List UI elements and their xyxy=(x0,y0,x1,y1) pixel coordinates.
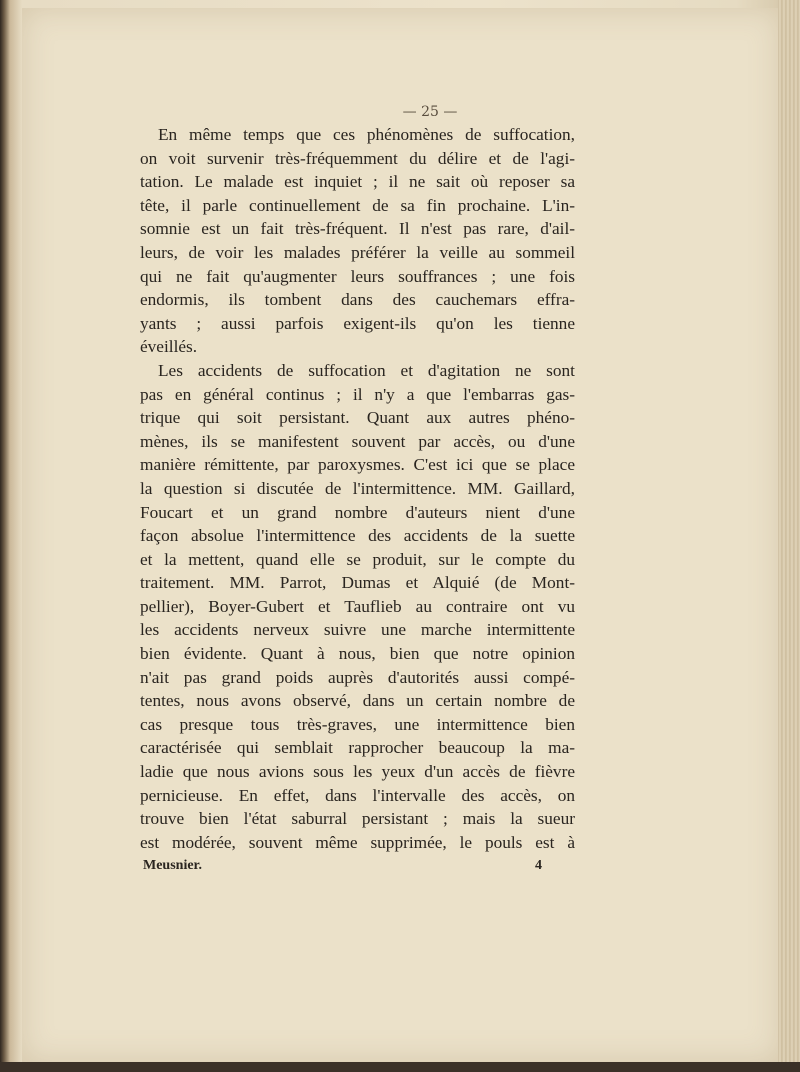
sheet-number: 4 xyxy=(535,858,542,873)
text-line: yants ; aussi parfois exigent-ils qu'on les tienne xyxy=(140,313,575,333)
page-edges xyxy=(778,0,800,1072)
text-line: et la mettent, quand elle se produit, sur le compte du xyxy=(140,549,575,569)
text-line: bien évidente. Quant à nous, bien que notre opinion xyxy=(140,644,575,664)
text-line: n'ait pas grand poids auprès d'autorités aussi compé- xyxy=(140,667,575,687)
text-line: trique qui soit persistant. Quant aux autres phéno- xyxy=(140,408,575,428)
text-line: les accidents nerveux suivre une marche intermittente xyxy=(140,620,575,640)
text-line: manière rémittente, par paroxysmes. C'est ici que se place xyxy=(140,455,575,475)
text-line: mènes, ils se manifestent souvent par accès, ou d'une xyxy=(140,431,575,451)
text-line: qui ne fait qu'augmenter leurs souffrances ; une fois xyxy=(140,266,575,286)
text-line: Les accidents de suffocation et d'agitation ne sont xyxy=(158,360,575,380)
page-number: — 25 — xyxy=(402,104,458,120)
text-line: traitement. MM. Parrot, Dumas et Alquié (de Mont- xyxy=(140,573,575,593)
text-line: pas en général continus ; il n'y a que l'embarras gas- xyxy=(140,384,575,404)
text-line: la question si discutée de l'intermittence. MM. Gaillard, xyxy=(140,478,575,498)
text-line: pellier), Boyer-Gubert et Tauflieb au contraire ont vu xyxy=(140,596,575,616)
book-cover-edge xyxy=(0,1062,800,1072)
text-line: on voit survenir très-fréquemment du délire et de l'agi- xyxy=(140,148,575,168)
text-line: éveillés. xyxy=(140,337,198,357)
text-line: tentes, nous avons observé, dans un certain nombre de xyxy=(140,691,575,711)
text-line: Foucart et un grand nombre d'auteurs nient d'une xyxy=(140,502,575,522)
text-line: cas presque tous très-graves, une intermittence bien xyxy=(140,714,575,734)
text-line: caractérisée qui semblait rapprocher beaucoup la ma- xyxy=(140,738,575,758)
text-line: En même temps que ces phénomènes de suffocation, xyxy=(158,125,575,144)
text-line: est modérée, souvent même supprimée, le pouls est à xyxy=(140,832,575,852)
text-line: façon absolue l'intermittence des accidents de la suette xyxy=(140,526,575,546)
signature-mark: Meusnier. xyxy=(143,858,202,873)
text-line: endormis, ils tombent dans des cauchemars effra- xyxy=(140,290,575,310)
text-line: leurs, de voir les malades préférer la veille au sommeil xyxy=(140,242,575,262)
body-text xyxy=(140,123,575,854)
text-line: tête, il parle continuellement de sa fin prochaine. L'in- xyxy=(140,195,575,215)
text-line: tation. Le malade est inquiet ; il ne sait où reposer sa xyxy=(140,172,575,192)
text-line: pernicieuse. En effet, dans l'intervalle des accès, on xyxy=(140,785,575,805)
text-line: somnie est un fait très-fréquent. Il n'est pas rare, d'ail- xyxy=(140,219,575,239)
text-line: ladie que nous avions sous les yeux d'un accès de fièvre xyxy=(140,762,575,782)
text-line: trouve bien l'état saburral persistant ; mais la sueur xyxy=(140,809,575,829)
